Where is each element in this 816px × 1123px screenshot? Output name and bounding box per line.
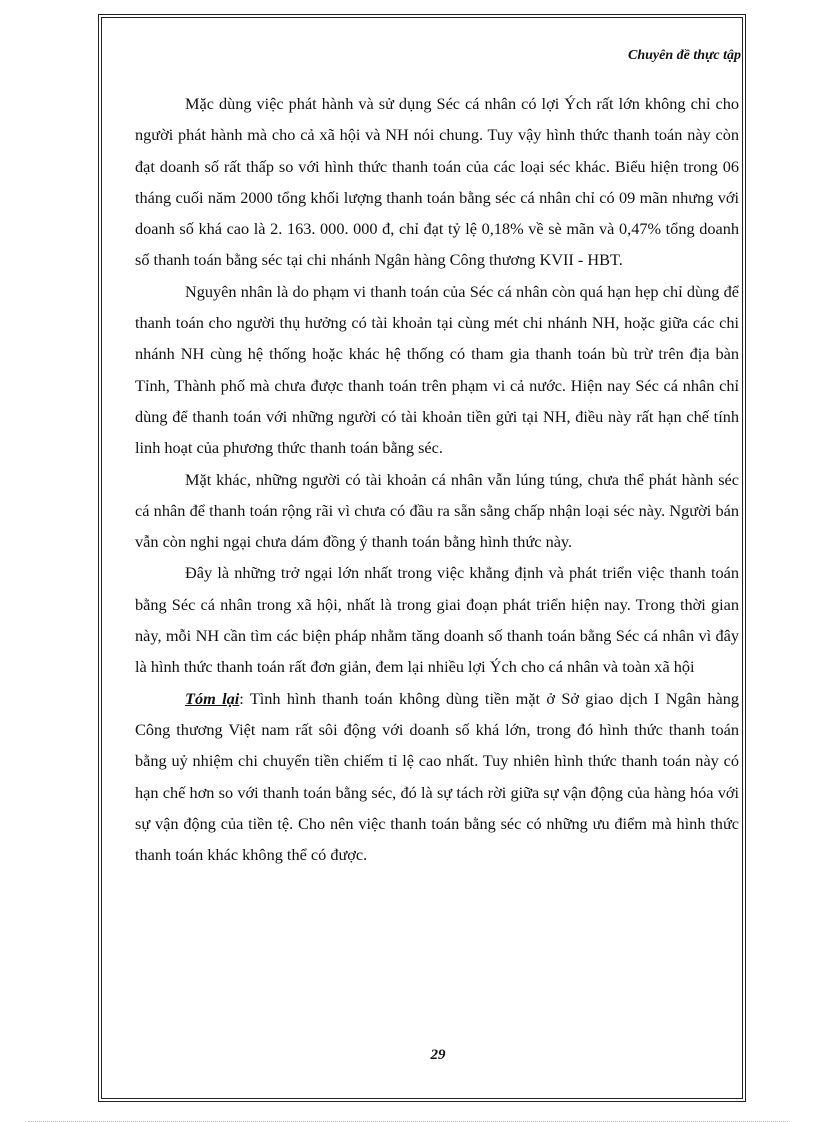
footer-divider	[28, 1121, 788, 1122]
paragraph-summary	[135, 683, 739, 871]
paragraph-personal-cheque-benefits: Mặc dùng việc phát hành và sử dụng Séc cá nhân có lợi Ých rất lớn không chỉ cho người phát hành mà cho cả xã hội và NH nói chung. Tuy vậy hình thức thanh toán này còn đạt doanh số rất thấp so với hình thức thanh toán của các loại séc khác. Biểu hiện trong 06 tháng cuối năm 2000 tổng khối lượng thanh toán bằng séc cá nhân chỉ có 09 mãn nhưng với doanh số khá cao là 2. 163. 000. 000 đ, chỉ đạt tỷ lệ 0,18% về sè mãn và 0,47% tổng doanh số thanh toán bằng séc tại chi nhánh Ngân hàng Công thương KVII - HBT.	[135, 94, 739, 270]
document-body	[135, 88, 739, 870]
paragraph-obstacles: Đây là những trở ngại lớn nhất trong việc khẳng định và phát triển việc thanh toán bằng Séc cá nhân trong xã hội, nhất là trong giai đoạn phát triển hiện nay. Trong thời gian này, mỗi NH cần tìm các biện pháp nhằm tăng doanh số thanh toán bằng Séc cá nhân vì đây là hình thức thanh toán rất đơn giản, đem lại nhiều lợi Ých cho cá nhân và toàn xã hội	[135, 563, 739, 677]
page-number: 29	[430, 1047, 446, 1063]
paragraph-cause: Nguyên nhân là do phạm vi thanh toán của Séc cá nhân còn quá hạn hẹp chỉ dùng để thanh toán cho người thụ hưởng có tài khoản tại cùng mét chi nhánh NH, hoặc giữa các chi nhánh NH cùng hệ thống hoặc khác hệ thống có tham gia thanh toán bù trừ trên địa bàn Tỉnh, Thành phố mà chưa được thanh toán trên phạm vi cả nước. Hiện nay Séc cá nhân chỉ dùng để thanh toán với những người có tài khoản tiền gửi tại NH, điều này rất hạn chế tính linh hoạt của phương thức thanh toán bằng séc.	[135, 281, 739, 458]
paragraph-other-side: Mặt khác, những người có tài khoản cá nhân vẫn lúng túng, chưa thể phát hành séc cá nhân để thanh toán rộng rãi vì chưa có đầu ra sẵn sằng chấp nhận loại séc này. Người bán vẫn còn nghi ngại chưa dám đồng ý thanh toán bằng hình thức này.	[135, 469, 739, 552]
summary-text: : Tình hình thanh toán không dùng tiền mặt ở Sở giao dịch I Ngân hàng Công thương Việt nam rất sôi động với doanh số khá lớn, trong đó hình thức thanh toán bằng uỷ nhiệm chi chuyển tiền chiếm tỉ lệ cao nhất. Tuy nhiên hình thức thanh toán này có hạn chế hơn so với thanh toán bằng séc, đó là sự tách rời giữa sự vận động của hàng hóa với sự vận động của tiền tệ. Cho nên việc thanh toán bằng séc có những ưu điểm mà hình thức thanh toán khác không thể có được.	[135, 688, 739, 865]
summary-label: Tóm lại	[185, 688, 240, 708]
running-header: Chuyên đề thực tập	[627, 48, 741, 63]
